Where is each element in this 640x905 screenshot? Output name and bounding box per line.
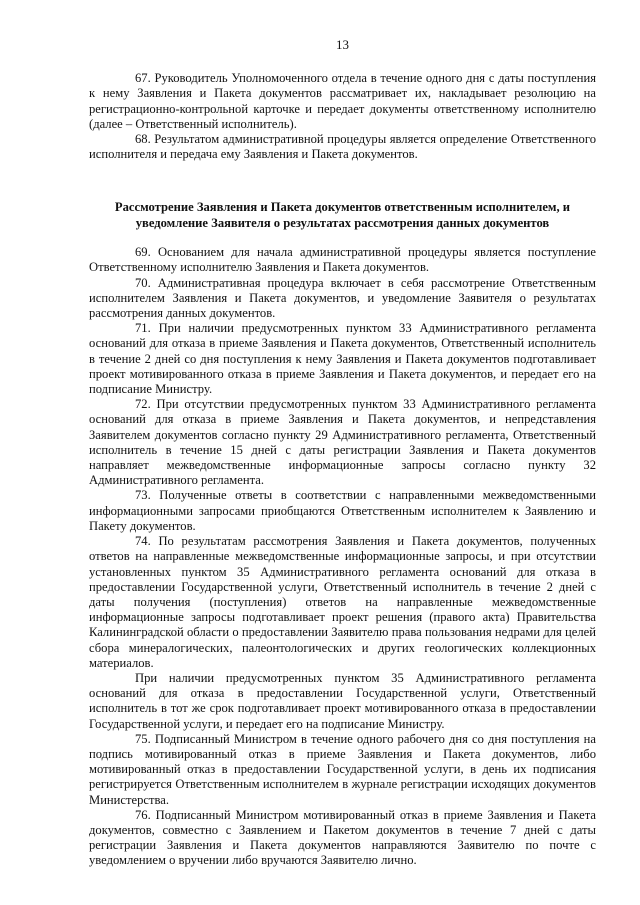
paragraph-68: 68. Результатом административной процедуры является определение Ответственного исполнителя и передача ему Заявления и Пакета документов.: [89, 132, 596, 162]
paragraph-73: 73. Полученные ответы в соответствии с направленными межведомственными информационными запросами приобщаются Ответственным исполнителем к Заявлению и Пакету документов.: [89, 488, 596, 533]
paragraph-76: 76. Подписанный Министром мотивированный отказ в приеме Заявления и Пакета документов, совместно с Заявлением и Пакетом документов в течение 7 дней с даты регистрации Заявления и Пакета документов направляются Заявителю по почте с уведомлением о вручении либо вручаются Заявителю лично.: [89, 807, 596, 868]
paragraph-75: 75. Подписанный Министром в течение одного рабочего дня со дня поступления на подпись мотивированный отказ в приеме Заявления и Пакета документов, либо мотивированный отказ в предоставлении Государственной услуги, в день их подписания регистрируется Ответственным исполнителем в журнале регистрации исходящих документов Министерства.: [89, 731, 596, 807]
paragraph-67: 67. Руководитель Уполномоченного отдела в течение одного дня с даты поступления к нему Заявления и Пакета документов рассматривает их, накладывает резолюцию на регистрационно-контрольной карточке и передает документы ответственному исполнителю (далее – Ответственный исполнитель).: [89, 71, 596, 131]
paragraph-69: 69. Основанием для начала административной процедуры является поступление Ответственному исполнителю Заявления и Пакета документов.: [89, 245, 596, 275]
paragraph-70: 70. Административная процедура включает в себя рассмотрение Ответственным исполнителем Заявления и Пакета документов, и уведомление Заявителя о результатах рассмотрения данных документов.: [89, 275, 596, 321]
page-number: 13: [336, 37, 349, 52]
section-heading: Рассмотрение Заявления и Пакета документов ответственным исполнителем, и уведомление Заявителя о результатах рассмотрения данных документов: [114, 200, 571, 230]
paragraph-72: 72. При отсутствии предусмотренных пунктом 33 Административного регламента оснований для отказа в приеме Заявления и Пакета документов, и непредставления Заявителем документов согласно пункту 29 Административного регламента, Ответственный исполнитель в течение 15 дней с даты регистрации Заявления и Пакета документов направляет межведомственные информационные запросы согласно пункту 32 Административного регламента.: [89, 397, 596, 488]
paragraph-74: 74. По результатам рассмотрения Заявления и Пакета документов, полученных ответов на направленные межведомственные информационные запросы, и при отсутствии установленных пунктом 35 Административного регламента оснований для отказа в предоставлении Государственной услуги, Ответственный исполнитель в течение 2 дней с даты получения (поступления) ответов на направленные межведомственные информационные запросы подготавливает проект решения (правого акта) Правительства Калининградской области о предоставлении Заявителю права пользования недрами для целей сбора минералогических, палеонтологических и других геологических коллекционных материалов.: [89, 534, 596, 670]
paragraph-71: 71. При наличии предусмотренных пунктом 33 Административного регламента оснований для отказа в приеме Заявления и Пакета документов, Ответственный исполнитель в течение 2 дней со дня поступления к нему Заявления и Пакета документов подготавливает проект мотивированного отказа в приеме Заявления и Пакета документов, и передает его на подписание Министру.: [89, 321, 596, 397]
paragraph-74-continued: При наличии предусмотренных пунктом 35 Административного регламента оснований для отказа в предоставлении Государственной услуги, Ответственный исполнитель в тот же срок подготавливает проект мотивированного отказа в предоставлении Государственной услуги, и передает его на подписание Министру.: [89, 670, 596, 731]
